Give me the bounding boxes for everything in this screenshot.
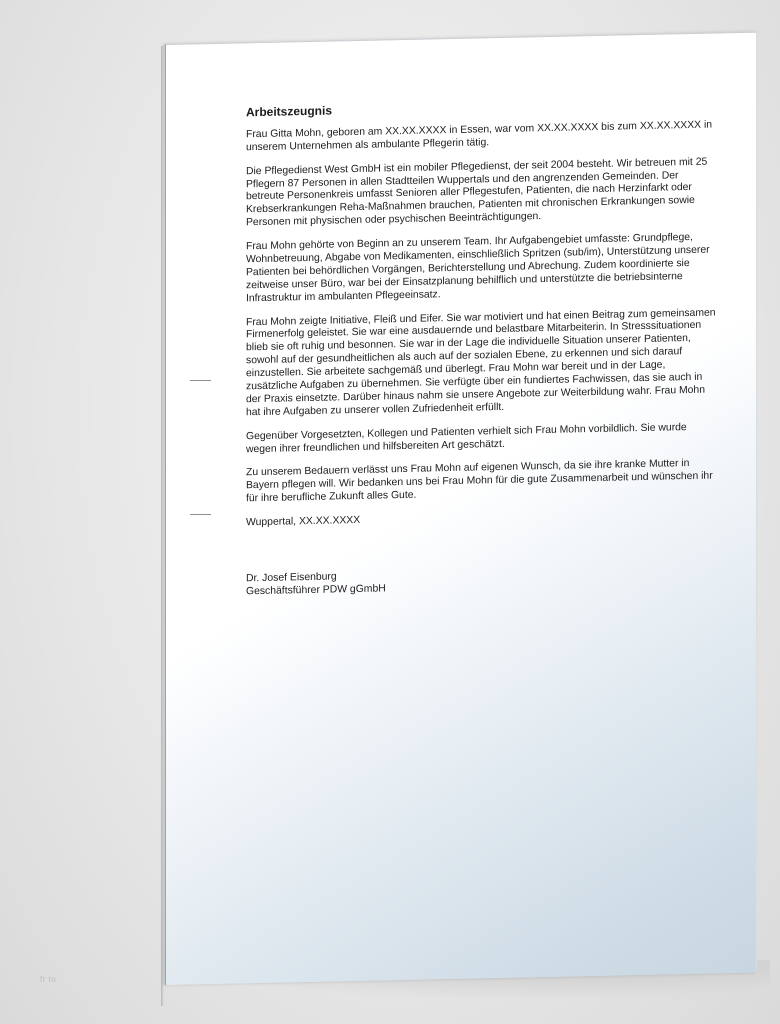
signature-title: Geschäftsführer PDW gGmbH — [246, 583, 386, 598]
paragraph-duties: Frau Mohn gehörte von Beginn an zu unserem Team. Ihr Aufgabengebiet umfasste: Grundpflege, Wohnbetreuung, Abgabe von Medikamenten, einschließlich Spritzen (sub/im), Unterstützung unserer Patienten bei behördlichen Vorgängen, Berichterstellung und Abrechung. Zudem koordinierte sie zeitweise unser Büro, war bei der Einsatzplanung behilflich und unterstützte die betriebsinterne Infrastruktur im ambulanten Pflegeeinsatz. — [246, 232, 710, 304]
paragraph-intro: Frau Gitta Mohn, geboren am XX.XX.XXXX in Essen, war vom XX.XX.XXXX bis zum XX.XX.XXXX in unserem Unternehmen als ambulante Pflegerin tätig. — [246, 119, 713, 154]
fold-mark-top — [190, 380, 211, 381]
signature-name: Dr. Josef Eisenburg — [246, 571, 337, 585]
place-date: Wuppertal, XX.XX.XXXX — [246, 515, 361, 529]
paragraph-company: Die Pflegedienst West GmbH ist ein mobiler Pflegedienst, der seit 2004 besteht. Wir betreuen mit 25 Pflegern 87 Personen in allen Stadtteilen Wuppertals und den angrenzenden Gemeinden. Der betreute Personenkreis umfasst Senioren aller Pflegestufen, Patienten, die nach Herzinfarkt oder Krebserkrankungen Reha-Maßnahmen brauchen, Patienten mit chronischen Erkrankungen sowie Personen mit physischen oder psychischen Beeinträchtigungen. — [246, 156, 708, 229]
document-title: Arbeitszeugnis — [246, 103, 333, 120]
paragraph-farewell: Zu unserem Bedauern verlässt uns Frau Mohn auf eigenen Wunsch, da sie ihre kranke Mutter in Bayern pflegen will. Wir bedanken uns bei Frau Mohn für die gute Zusammenarbeit und wünschen ihr für ihre berufliche Zukunft alles Gute. — [246, 458, 713, 505]
watermark-text: fr to — [40, 975, 57, 984]
paragraph-conduct: Gegenüber Vorgesetzten, Kollegen und Patienten verhielt sich Frau Mohn vorbildlich. Sie wurde wegen ihrer freundlichen und hilfsbereiten Art geschätzt. — [246, 421, 687, 455]
document-body — [246, 95, 716, 599]
document-page — [165, 32, 757, 985]
fold-mark-bottom — [190, 514, 211, 515]
page-edge-shadow — [161, 46, 164, 1006]
paragraph-performance: Frau Mohn zeigte Initiative, Fleiß und Eifer. Sie war motiviert und hat einen Beitrag zum gemeinsamen Firmenerfolg geleistet. Sie war eine ausdauernde und belastbare Mitarbeiterin. In Stresssituationen blieb sie oft ruhig und besonnen. Sie war in der Lage die individuelle Situation unserer Patienten, sowohl auf der gesundheitlichen als auch auf der sozialen Ebene, zu erkennen und sich darauf einzustellen. Sie arbeitete sachgemäß und überlegt. Frau Mohn war bereit und in der Lage, zusätzliche Aufgaben zu übernehmen. Sie verfügte über ein fundiertes Fachwissen, das sie auch in der Praxis einsetzte. Darüber hinaus nahm sie unsere Angebote zur Weiterbildung wahr. Frau Mohn hat ihre Aufgaben zu unserer vollen Zufriedenheit erfüllt. — [246, 307, 716, 419]
